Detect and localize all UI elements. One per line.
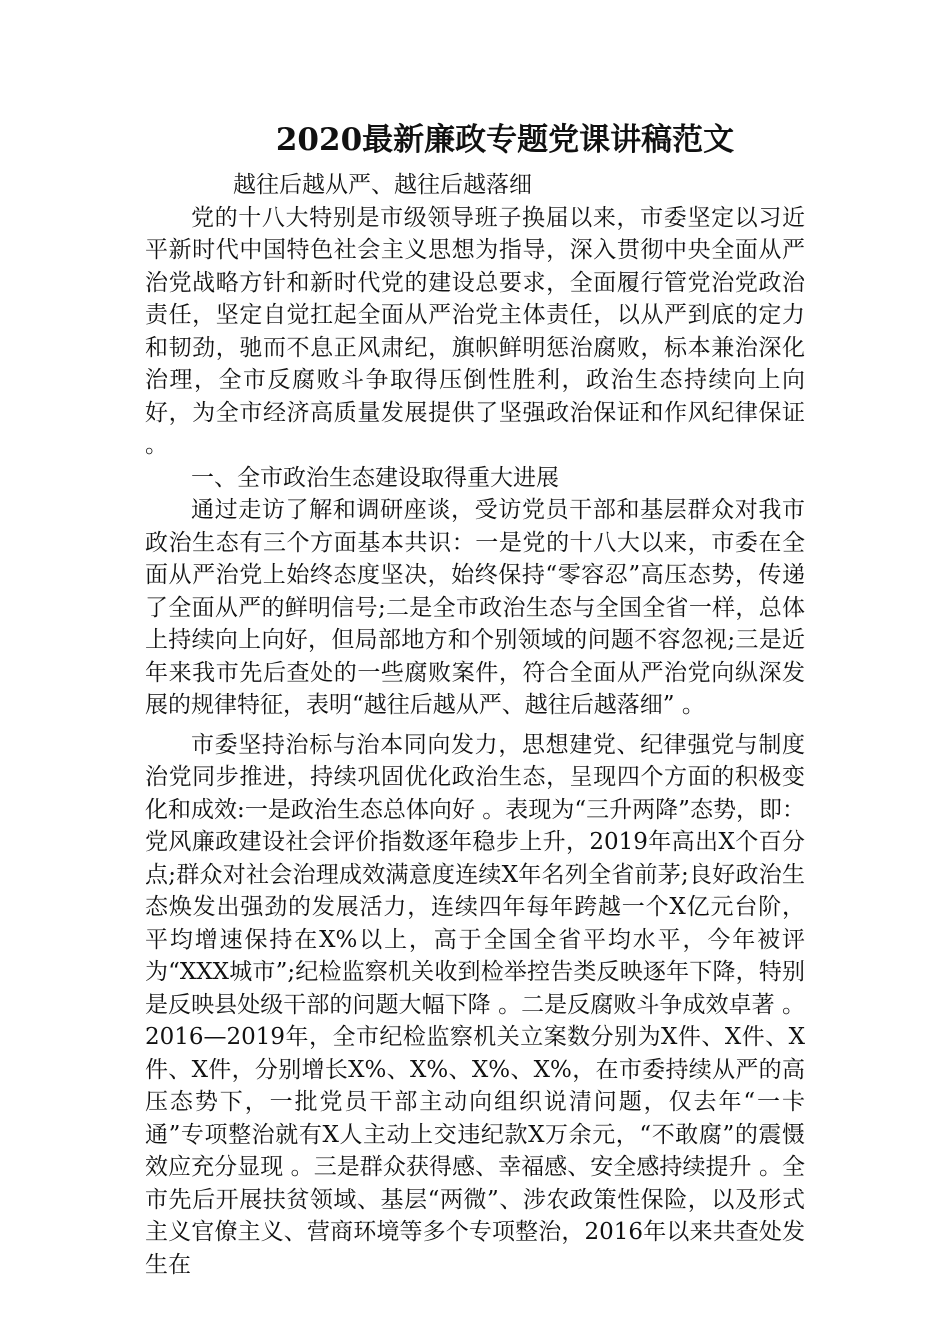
paragraph-consensus: 通过走访了解和调研座谈，受访党员干部和基层群众对我市政治生态有三个方面基本共识：一是党的十八大以来，市委在全面从严治党上始终态度坚决，始终保持“零容忍”高压态势，传递了全面从严的鲜明信号;二是全市政治生态与全国全省一样，总体上持续向上向好，但局部地方和个别领域的问题不容忽视;三是近年来我市先后查处的一些腐败案件，符合全面从严治党向纵深发展的规律特征，表明“越往后越从严、越往后越落细” 。 xyxy=(145,497,805,718)
paragraph-intro: 党的十八大特别是市级领导班子换届以来，市委坚定以习近平新时代中国特色社会主义思想为指导，深入贯彻中央全面从严治党战略方针和新时代党的建设总要求，全面履行管党治党政治责任，坚定自觉扛起全面从严治党主体责任，以从严到底的定力和韧劲，驰而不息正风肃纪，旗帜鲜明惩治腐败，标本兼治深化治理，全市反腐败斗争取得压倒性胜利，政治生态持续向上向好，为全市经济高质量发展提供了坚强政治保证和作风纪律保证 。 xyxy=(145,204,805,458)
document-subtitle: 越往后越从严、越往后越落细 xyxy=(233,172,532,198)
section-heading: 一、全市政治生态建设取得重大进展 xyxy=(191,464,559,491)
paragraph-achievements: 市委坚持治标与治本同向发力，思想建党、纪律强党与制度治党同步推进，持续巩固优化政治生态，呈现四个方面的积极变化和成效:一是政治生态总体向好 。表现为“三升两降”态势，即：党风廉政建设社会评价指数逐年稳步上升，2019年高出X个百分点;群众对社会治理成效满意度连续X年名列全省前茅;良好政治生态焕发出强劲的发展活力，连续四年每年跨越一个X亿元台阶，平均增速保持在X%以上，高于全国全省平均水平，今年被评为“XXX城市”;纪检监察机关收到检举控告类反映逐年下降，特别是反映县处级干部的问题大幅下降 。二是反腐败斗争成效卓著 。2016—2019年，全市纪检监察机关立案数分别为X件、X件、X件、X件，分别增长X%、X%、X%、X%，在市委持续从严的高压态势下，一批党员干部主动向组织说清问题，仅去年“一卡通”专项整治就有X人主动上交违纪款X万余元，“不敢腐”的震慑效应充分显现 。三是群众获得感、幸福感、安全感持续提升 。全市先后开展扶贫领域、基层“两微”、涉农政策性保险，以及形式主义官僚主义、营商环境等多个专项整治，2016年以来共查处发生在 xyxy=(145,731,805,1278)
page-title: 2020最新廉政专题党课讲稿范文 xyxy=(275,122,735,158)
document-body xyxy=(145,169,805,1281)
